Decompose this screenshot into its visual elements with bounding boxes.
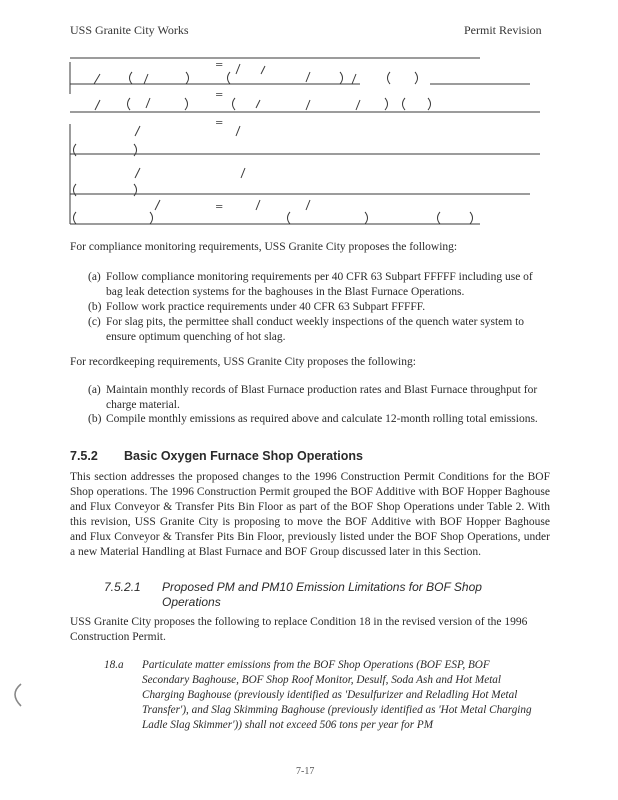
compliance-item-a (88, 270, 548, 300)
list-item-text: Follow compliance monitoring requirements per 40 CFR 63 Subpart FFFFF including use of bag leak detection systems for the baghouses in the Blast Furnace Operations. (106, 271, 533, 298)
recordkeeping-item-a (88, 383, 548, 413)
list-marker: (c) (88, 316, 101, 328)
condition-text: Particulate matter emissions from the BOF Shop Operations (BOF ESP, BOF Secondary Baghouse, BOF Shop Roof Monitor, Desulf, Soda Ash and Hot Metal Charging Baghouse (previously identified as 'Desulfurizer and Reladling Hot Metal Transfer'), and Slag Skimming Baghouse (previously identified as 'Hot Metal Charging Ladle Slag Skimmer')) shall not exceed 506 tons per year for PM (142, 659, 532, 731)
subsection-heading (104, 580, 504, 610)
section-number: 7.5.2 (70, 449, 98, 463)
svg-text:=: = (215, 60, 224, 71)
svg-text:=: = (215, 202, 224, 213)
section-heading (70, 449, 363, 463)
header-left: USS Granite City Works (70, 23, 189, 37)
recordkeeping-item-b (88, 412, 548, 427)
list-marker: (a) (88, 384, 101, 396)
page-number: 7-17 (296, 766, 315, 777)
compliance-item-c (88, 315, 548, 345)
subsection-intro: USS Granite City proposes the following to replace Condition 18 in the revised version of the 1996 Construction Permit. (70, 616, 528, 643)
list-item-text: Compile monthly emissions as required above and calculate 12-month rolling total emissions. (106, 413, 538, 425)
scan-artifact-mark (8, 682, 24, 708)
condition-marker: 18.a (104, 659, 124, 671)
svg-text:=: = (215, 118, 224, 129)
subsection-number: 7.5.2.1 (104, 580, 141, 594)
list-marker: (b) (88, 413, 102, 425)
subsection-title: Proposed PM and PM10 Emission Limitations for BOF Shop Operations (162, 580, 482, 609)
list-item-text: Maintain monthly records of Blast Furnace production rates and Blast Furnace throughput for charge material. (106, 384, 538, 411)
condition-18a (104, 658, 534, 733)
recordkeeping-intro: For recordkeeping requirements, USS Granite City proposes the following: (70, 356, 416, 368)
list-item-text: For slag pits, the permittee shall conduct weekly inspections of the quench water system to ensure optimum quenching of hot slag. (106, 316, 525, 343)
list-marker: (a) (88, 271, 101, 283)
section-title: Basic Oxygen Furnace Shop Operations (124, 449, 363, 463)
compliance-intro: For compliance monitoring requirements, USS Granite City proposes the following: (70, 241, 458, 253)
equation-block-illegible (60, 44, 550, 234)
list-item-text: Follow work practice requirements under 40 CFR 63 Subpart FFFFF. (106, 301, 426, 313)
compliance-item-b (88, 300, 548, 315)
section-body: This section addresses the proposed changes to the 1996 Construction Permit Conditions for the BOF Shop operations. The 1996 Construction Permit grouped the BOF Additive with BOF Hopper Baghouse and Flux Conveyor & Transfer Pits Bin Floor as part of the BOF Shop Operations under Table 2. With this revision, USS Granite City is proposing to move the BOF Additive with BOF Hopper Baghouse and Flux Conveyor & Transfer Pits Bin Floor, previously listed under the BOF Shop Operations, under a new Material Handling at Blast Furnace and BOF Group discussed later in this Section. (70, 471, 550, 558)
list-marker: (b) (88, 301, 102, 313)
svg-text:=: = (215, 90, 224, 101)
header-right: Permit Revision (464, 23, 542, 37)
